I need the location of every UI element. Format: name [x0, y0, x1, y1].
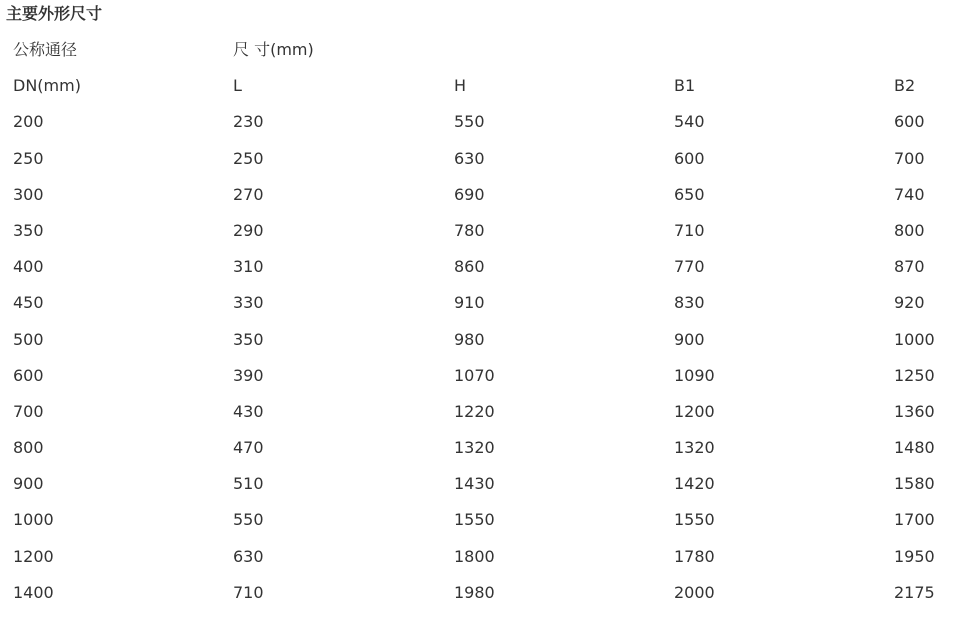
table-cell-dn: 400 [13, 257, 44, 277]
table-cell-h: 1070 [454, 365, 495, 385]
table-cell-b1: 2000 [674, 582, 715, 602]
table-row [13, 322, 953, 358]
table-cell-l: 550 [233, 510, 264, 530]
table-cell-h: 780 [454, 220, 485, 240]
table-cell-l: 710 [233, 582, 264, 602]
table-row [13, 539, 953, 575]
table-cell-b2: 1700 [894, 510, 935, 530]
table-row [13, 358, 953, 394]
table-cell-h: 1800 [454, 546, 495, 566]
table-cell-h: 1430 [454, 474, 495, 494]
table-column-header-row [13, 68, 953, 104]
column-header-b1: B1 [674, 76, 696, 96]
table-row [13, 104, 953, 140]
table-row [13, 394, 953, 430]
table-cell-l: 290 [233, 220, 264, 240]
table-cell-b2: 1580 [894, 474, 935, 494]
dimensions-table [13, 32, 953, 611]
table-cell-l: 470 [233, 438, 264, 458]
column-header-b2: B2 [894, 76, 916, 96]
table-cell-b2: 740 [894, 184, 925, 204]
table-cell-h: 690 [454, 184, 485, 204]
page-title: 主要外形尺寸 [6, 4, 103, 23]
table-cell-l: 250 [233, 148, 264, 168]
table-cell-b1: 1780 [674, 546, 715, 566]
table-row [13, 249, 953, 285]
table-cell-l: 310 [233, 257, 264, 277]
table-cell-b1: 540 [674, 112, 705, 132]
table-cell-dn: 600 [13, 365, 44, 385]
table-cell-l: 510 [233, 474, 264, 494]
table-cell-b2: 700 [894, 148, 925, 168]
table-cell-l: 350 [233, 329, 264, 349]
table-row [13, 430, 953, 466]
table-cell-b2: 1950 [894, 546, 935, 566]
column-header-l: L [233, 76, 242, 96]
table-cell-dn: 900 [13, 474, 44, 494]
table-cell-dn: 300 [13, 184, 44, 204]
table-cell-h: 1550 [454, 510, 495, 530]
table-group-header-row [13, 32, 953, 68]
table-cell-b1: 900 [674, 329, 705, 349]
table-cell-b2: 1480 [894, 438, 935, 458]
table-cell-b1: 1320 [674, 438, 715, 458]
table-cell-b2: 1250 [894, 365, 935, 385]
table-cell-b1: 770 [674, 257, 705, 277]
table-row [13, 575, 953, 611]
table-cell-b1: 1090 [674, 365, 715, 385]
column-header-h: H [454, 76, 467, 96]
table-cell-h: 860 [454, 257, 485, 277]
table-cell-b1: 1420 [674, 474, 715, 494]
table-cell-b1: 1200 [674, 401, 715, 421]
table-cell-h: 910 [454, 293, 485, 313]
table-cell-b1: 1550 [674, 510, 715, 530]
table-cell-dn: 450 [13, 293, 44, 313]
table-cell-l: 390 [233, 365, 264, 385]
table-cell-b2: 1000 [894, 329, 935, 349]
table-cell-h: 980 [454, 329, 485, 349]
table-cell-b2: 920 [894, 293, 925, 313]
table-row [13, 466, 953, 502]
dimensions-header: 尺 寸(mm) [233, 40, 314, 59]
table-row [13, 141, 953, 177]
table-cell-dn: 250 [13, 148, 44, 168]
table-row [13, 285, 953, 321]
table-cell-b2: 2175 [894, 582, 935, 602]
table-row [13, 502, 953, 538]
table-cell-dn: 800 [13, 438, 44, 458]
table-body [13, 104, 953, 611]
table-cell-b1: 600 [674, 148, 705, 168]
nominal-diameter-header: 公称通径 [13, 40, 78, 59]
table-cell-h: 1980 [454, 582, 495, 602]
table-cell-dn: 1400 [13, 582, 54, 602]
table-cell-l: 430 [233, 401, 264, 421]
table-cell-l: 270 [233, 184, 264, 204]
table-cell-b2: 870 [894, 257, 925, 277]
table-cell-dn: 500 [13, 329, 44, 349]
table-cell-h: 630 [454, 148, 485, 168]
table-cell-dn: 200 [13, 112, 44, 132]
table-cell-h: 1220 [454, 401, 495, 421]
table-row [13, 213, 953, 249]
table-cell-b1: 830 [674, 293, 705, 313]
table-row [13, 177, 953, 213]
table-cell-b2: 1360 [894, 401, 935, 421]
table-cell-l: 630 [233, 546, 264, 566]
table-cell-l: 330 [233, 293, 264, 313]
column-header-dn: DN(mm) [13, 76, 81, 96]
table-cell-dn: 1000 [13, 510, 54, 530]
table-cell-h: 550 [454, 112, 485, 132]
table-cell-b2: 600 [894, 112, 925, 132]
table-cell-b1: 710 [674, 220, 705, 240]
table-cell-b1: 650 [674, 184, 705, 204]
table-cell-l: 230 [233, 112, 264, 132]
table-cell-b2: 800 [894, 220, 925, 240]
table-cell-dn: 1200 [13, 546, 54, 566]
table-cell-dn: 350 [13, 220, 44, 240]
table-cell-h: 1320 [454, 438, 495, 458]
table-cell-dn: 700 [13, 401, 44, 421]
